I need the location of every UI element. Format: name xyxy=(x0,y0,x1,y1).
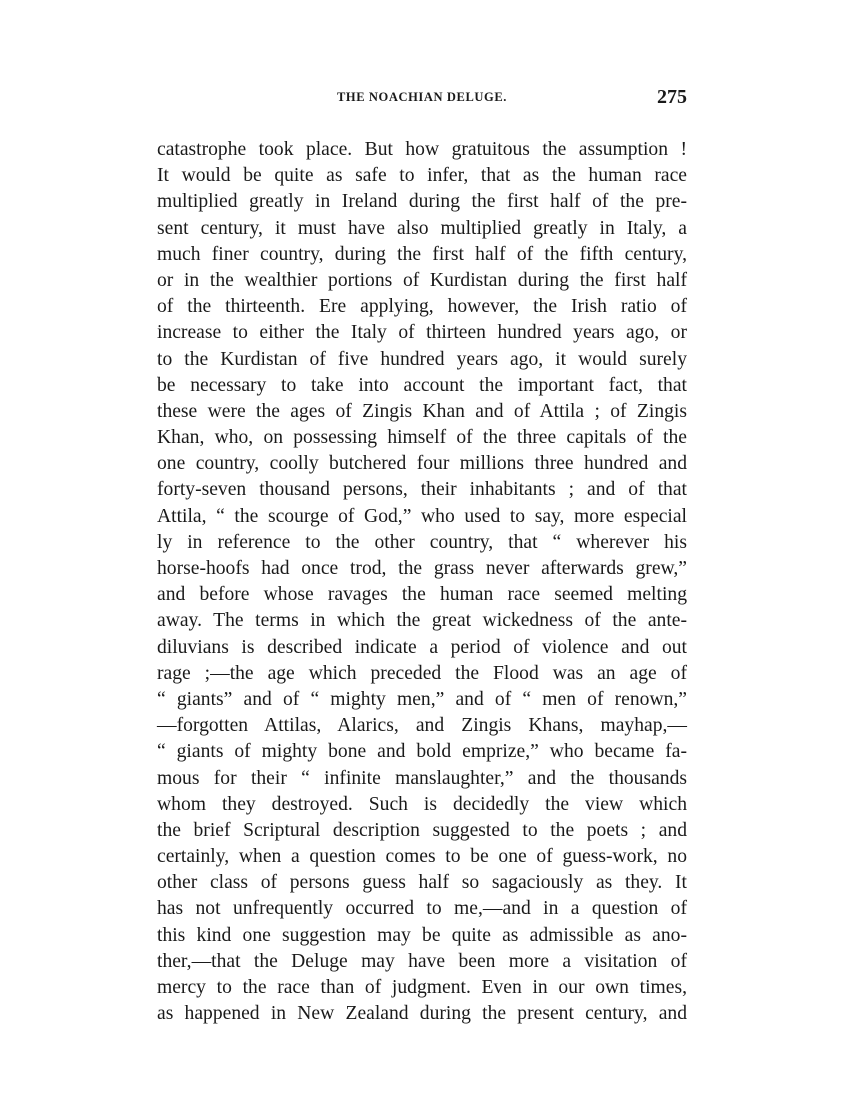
text-line: horse-hoofs had once trod, the grass never afterwards grew,” xyxy=(157,558,687,579)
running-head xyxy=(157,86,687,116)
text-line: Attila, “ the scourge of God,” who used to say, more especial xyxy=(157,505,687,527)
text-line: catastrophe took place. But how gratuitous the assumption ! xyxy=(157,139,687,160)
text-line: these were the ages of Zingis Khan and of Attila ; of Zingis xyxy=(157,400,687,422)
text-line: mous for their “ infinite manslaughter,” and the thousands xyxy=(157,767,687,789)
text-line: certainly, when a question comes to be one of guess-work, no xyxy=(157,846,687,868)
text-line: mercy to the race than of judgment. Even in our own times, xyxy=(157,977,687,998)
text-line: the brief Scriptural description suggested to the poets ; and xyxy=(157,819,687,841)
text-line: or in the wealthier portions of Kurdistan during the first half xyxy=(157,269,687,291)
text-line: rage ;—the age which preceded the Flood was an age of xyxy=(157,662,687,684)
body-text xyxy=(157,137,687,1027)
text-line: of the thirteenth. Ere applying, however, the Irish ratio of xyxy=(157,296,687,318)
text-line: “ giants” and of “ mighty men,” and of “ men of renown,” xyxy=(157,688,687,710)
text-line: and before whose ravages the human race seemed melting xyxy=(157,584,687,606)
text-line: one country, coolly butchered four millions three hundred and xyxy=(157,453,687,475)
text-line: as happened in New Zealand during the present century, and xyxy=(157,1003,687,1025)
text-line: Khan, who, on possessing himself of the three capitals of the xyxy=(157,427,687,449)
text-line: ther,—that the Deluge may have been more a visitation of xyxy=(157,950,687,972)
text-line: be necessary to take into account the important fact, that xyxy=(157,374,687,396)
page-number: 275 xyxy=(657,86,687,108)
text-line: much finer country, during the first half of the fifth century, xyxy=(157,243,687,265)
text-line: has not unfrequently occurred to me,—and in a question of xyxy=(157,898,687,920)
text-line: this kind one suggestion may be quite as admissible as ano- xyxy=(157,924,687,946)
text-line: —forgotten Attilas, Alarics, and Zingis Khans, mayhap,— xyxy=(157,715,687,737)
text-line: diluvians is described indicate a period of violence and out xyxy=(157,636,687,658)
text-line: forty-seven thousand persons, their inhabitants ; and of that xyxy=(157,479,687,501)
text-line: whom they destroyed. Such is decidedly the view which xyxy=(157,793,687,815)
text-line: to the Kurdistan of five hundred years ago, it would surely xyxy=(157,348,687,370)
text-line: sent century, it must have also multiplied greatly in Italy, a xyxy=(157,217,687,239)
text-line: ly in reference to the other country, that “ wherever his xyxy=(157,531,687,553)
text-line: increase to either the Italy of thirteen hundred years ago, or xyxy=(157,322,687,344)
text-line: “ giants of mighty bone and bold emprize,” who became fa- xyxy=(157,741,687,763)
text-line: It would be quite as safe to infer, that as the human race xyxy=(157,165,687,187)
running-title: THE NOACHIAN DELUGE. xyxy=(336,90,507,104)
text-line: multiplied greatly in Ireland during the first half of the pre- xyxy=(157,191,687,213)
text-line: other class of persons guess half so sagaciously as they. It xyxy=(157,872,687,894)
text-line: away. The terms in which the great wickedness of the ante- xyxy=(157,610,687,632)
